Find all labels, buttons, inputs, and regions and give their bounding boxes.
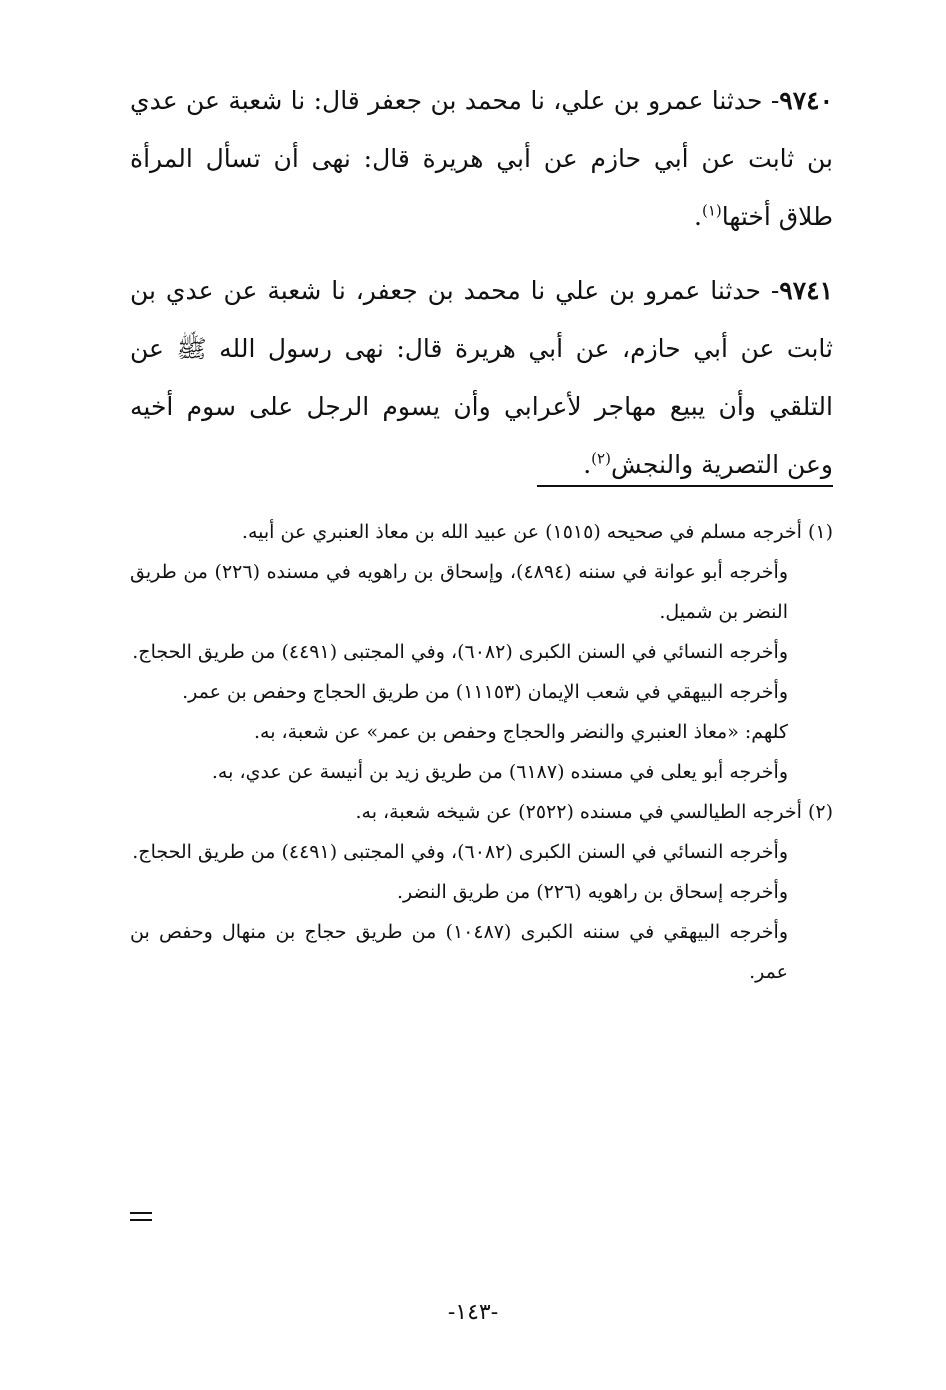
hadith-number: ٩٧٤١	[779, 276, 833, 305]
hadith-end: .	[694, 202, 702, 231]
continuation-mark	[130, 1212, 152, 1224]
footnote-ref[interactable]: (١)	[701, 201, 722, 220]
footnote-line: وأخرجه أبو عوانة في سننه (٤٨٩٤)، وإسحاق بن راهويه في مسنده (٢٢٦) من طريق النضر بن شميل.	[130, 561, 789, 623]
footnote-line: كلهم: «معاذ العنبري والنضر والحجاج وحفص بن عمر» عن شعبة، به.	[253, 721, 788, 743]
footnote-line: (١) أخرجه مسلم في صحيحه (١٥١٥) عن عبيد الله بن معاذ العنبري عن أبيه.	[241, 521, 833, 543]
hadith-9741	[130, 262, 833, 494]
footnote-ref[interactable]: (٢)	[591, 449, 611, 468]
footnote-1	[130, 512, 833, 792]
footnotes	[130, 512, 833, 992]
footnote-line: وأخرجه النسائي في السنن الكبرى (٦٠٨٢)، وفي المجتبى (٤٤٩١) من طريق الحجاج.	[132, 841, 788, 863]
hadith-end: .	[583, 450, 592, 479]
footnote-line: وأخرجه أبو يعلى في مسنده (٦١٨٧) من طريق زيد بن أنيسة عن عدي، به.	[211, 761, 788, 783]
footnote-line: وأخرجه البيهقي في سننه الكبرى (١٠٤٨٧) من طريق حجاج بن منهال وحفص بن عمر.	[130, 921, 788, 983]
footnote-line: وأخرجه إسحاق بن راهويه (٢٢٦) من طريق النضر.	[396, 881, 788, 903]
hadith-9740	[130, 72, 833, 246]
footnote-line: (٢) أخرجه الطيالسي في مسنده (٢٥٢٢) عن شيخه شعبة، به.	[355, 801, 833, 823]
page-number: -١٤٣-	[447, 1300, 499, 1325]
footnote-separator	[537, 485, 833, 487]
footnote-2	[130, 792, 833, 992]
hadith-text: - حدثنا عمرو بن علي نا محمد بن جعفر، نا شعبة عن عدي بن ثابت عن أبي حازم، عن أبي هريرة قال: نهى رسول الله ﷺ عن التلقي وأن يبيع مهاجر لأعرابي وأن يسوم الرجل على سوم أخيه وعن التصرية والنجش	[130, 276, 833, 479]
footnote-line: وأخرجه البيهقي في شعب الإيمان (١١١٥٣) من طريق الحجاج وحفص بن عمر.	[182, 681, 788, 703]
main-text	[130, 72, 833, 510]
footnote-line: وأخرجه النسائي في السنن الكبرى (٦٠٨٢)، وفي المجتبى (٤٤٩١) من طريق الحجاج.	[132, 641, 788, 663]
hadith-number: ٩٧٤٠	[779, 86, 833, 115]
hadith-text: - حدثنا عمرو بن علي، نا محمد بن جعفر قال: نا شعبة عن عدي بن ثابت عن أبي حازم عن أبي هريرة قال: نهى أن تسأل المرأة طلاق أختها	[130, 86, 833, 231]
